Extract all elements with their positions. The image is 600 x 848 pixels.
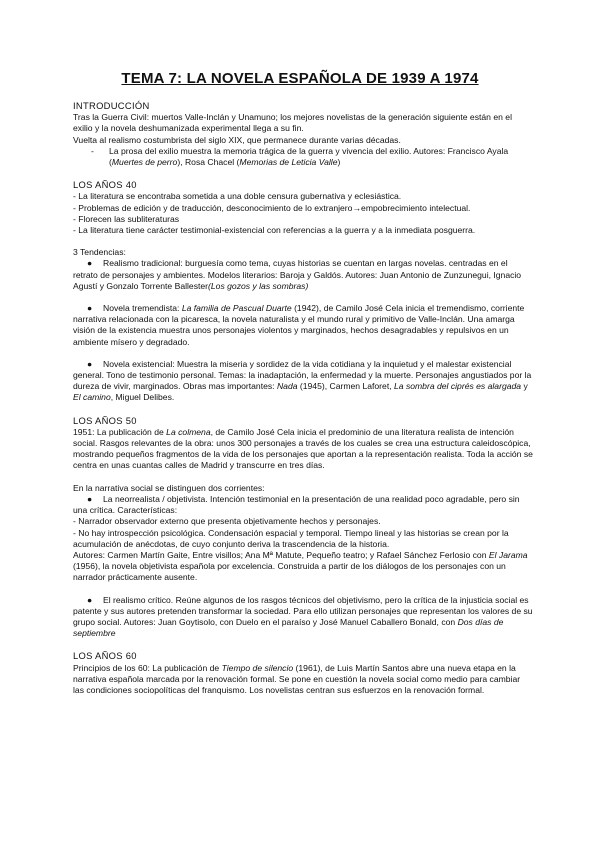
- document-body: [73, 100, 533, 696]
- list-item: - Narrador observador externo que presenta objetivamente hechos y personajes.: [73, 516, 381, 527]
- intro-paragraph-1: Tras la Guerra Civil: muertos Valle-Inclán y Unamuno; los mejores novelistas de la generación siguiente están en el exilio y la novela deshumanizada experimental llega a su fin.: [73, 112, 512, 134]
- section-anos-50: [73, 415, 533, 640]
- work-title: La colmena: [166, 426, 211, 437]
- section-heading-anos-50: LOS AÑOS 50: [73, 414, 137, 426]
- work-title: La familia de Pascual Duarte: [181, 303, 292, 314]
- list-item: - Problemas de edición y de traducción, desconocimiento de lo extranjero→empobrecimiento intelectual.: [73, 202, 471, 213]
- paragraph-tiempo-de-silencio: Principios de los 60: La publicación de Tiempo de silencio (1961), de Luis Martín Santos abre una nueva etapa en la narrativa española marcada por la renovación formal. Se pone en cuestión la novela social como medio para cambiar las condiciones sociopolíticas del franquismo. Los novelistas centran sus esfuerzos en la renovación formal.: [73, 662, 521, 695]
- exile-list-item: - La prosa del exilio muestra la memoria trágica de la guerra y vivencia del exilio. Autores: Francisco Ayala (Muertes de perro), Rosa Chacel (Memorias de Leticia Valle): [91, 145, 509, 168]
- list-item: - No hay introspección psicológica. Condensación espacial y temporal. Tiempo lineal y las historias se crean por la acumulación de anécdotas, de cuyo conjunto deriva la trascendencia de la historia.: [73, 527, 509, 549]
- list-item: - La literatura tiene carácter testimonial-existencial con referencias a la guerra y a la inmediata posguerra.: [73, 225, 476, 236]
- tendencias-label: 3 Tendencias:: [73, 247, 126, 258]
- work-title: Dos días de septiembre: [73, 616, 504, 639]
- bullet-marker: ●: [87, 258, 93, 269]
- work-title: Tiempo de silencio: [221, 662, 294, 673]
- tendencia-realismo-tradicional: ● Realismo tradicional: burguesía como tema, cuyas historias se cuentan en largas novelas. centradas en el retrato de personajes y ambientes. Modelos literarios: Baroja y Galdós. Autores: Juan Antonio de Zunzunegui, Ignacio Agustí y Gonzalo Torrente Ballester(Los gozos y las sombras): [73, 258, 522, 291]
- intro-paragraph-2: Vuelta al realismo costumbrista del siglo XIX, que permanece durante varias décadas.: [73, 134, 401, 145]
- paragraph-corrientes: En la narrativa social se distinguen dos corrientes:: [73, 482, 265, 493]
- work-title: La sombra del ciprés es alargada: [394, 381, 522, 392]
- corriente-realismo-critico: ● El realismo crítico. Reúne algunos de los rasgos técnicos del objetivismo, pero la crítica de la injusticia social es patente y sus autores pretenden transformar la sociedad. Para ello utilizan personajes que representan los valores de su grupo social. Autores: Juan Goytisolo, con Duelo en el paraíso y José Manuel Caballero Bonald, con Dos días de septiembre: [73, 594, 533, 639]
- document-title: TEMA 7: LA NOVELA ESPAÑOLA DE 1939 A 1974: [121, 70, 479, 87]
- work-title: Nada: [276, 381, 298, 392]
- work-title: El camino: [73, 392, 111, 403]
- bullet-marker: ●: [87, 493, 93, 504]
- list-dash-marker: -: [91, 145, 94, 156]
- bullet-marker: ●: [87, 303, 93, 314]
- section-heading-introduccion: INTRODUCCIÓN: [73, 100, 150, 111]
- section-introduccion: [73, 100, 533, 168]
- paragraph-autores-neorrealistas: Autores: Carmen Martín Gaite, Entre visillos; Ana Mª Matute, Pequeño teatro; y Rafael Sánchez Ferlosio con El Jarama (1956), la novela objetivista española por excelencia. Construida a partir de los diálogos de los personajes con un narrador prácticamente ausente.: [73, 549, 528, 583]
- section-heading-anos-60: LOS AÑOS 60: [73, 650, 137, 662]
- work-title: Muertes de perro: [111, 157, 178, 168]
- list-item: - La literatura se encontraba sometida a una doble censura gubernativa y eclesiástica.: [73, 191, 402, 202]
- work-title: (Los gozos y las sombras): [208, 280, 309, 291]
- section-heading-anos-40: LOS AÑOS 40: [73, 179, 137, 191]
- tendencia-novela-existencial: ● Novela existencial: Muestra la miseria y sordidez de la vida cotidiana y la inquietud y el malestar existencial general. Tono de testimonio personal. Temas: la inadaptación, la enfermedad y la muerte. Personajes angustiados por la dureza de vivir, marginados. Obras mas importantes: Nada (1945), Carmen Laforet, La sombra del ciprés es alargada y El camino, Miguel Delibes.: [73, 358, 532, 403]
- tendencia-novela-tremendista: ● Novela tremendista: La familia de Pascual Duarte (1942), de Camilo José Cela inicia el tremendismo, corriente narrativa relacionada con la picaresca, la novela naturalista y el mundo rural y primitivo de Valle-Inclán. Una amarga visión de la existencia muestra unos personajes violentos y marginados, hechos desagradables y repulsivos en un ambiente mísero y degradado.: [73, 303, 525, 347]
- list-item: - Florecen las subliteraturas: [73, 213, 180, 224]
- work-title: El Jarama: [488, 549, 528, 560]
- section-anos-40: [73, 179, 533, 403]
- bullet-marker: ●: [87, 594, 93, 605]
- section-anos-60: [73, 650, 533, 696]
- work-title: Memorias de Leticia Valle: [239, 157, 338, 168]
- paragraph-la-colmena: 1951: La publicación de La colmena, de Camilo José Cela inicia el predominio de una literatura realista de intención social. Rasgos relevantes de la obra: unos 300 personajes a través de los cuales se crea una estructura caleidoscópica, mostrando pequeños fragmentos de la vida de los personajes que aportan a la representación realista. Toda la acción se centra en unas cuantas calles de Madrid y transcurre en tres días.: [73, 426, 533, 471]
- corriente-neorrealista: ● La neorrealista / objetivista. Intención testimonial en la presentación de una realidad poco agradable, pero sin una crítica. Características:: [73, 493, 520, 516]
- bullet-marker: ●: [87, 358, 93, 369]
